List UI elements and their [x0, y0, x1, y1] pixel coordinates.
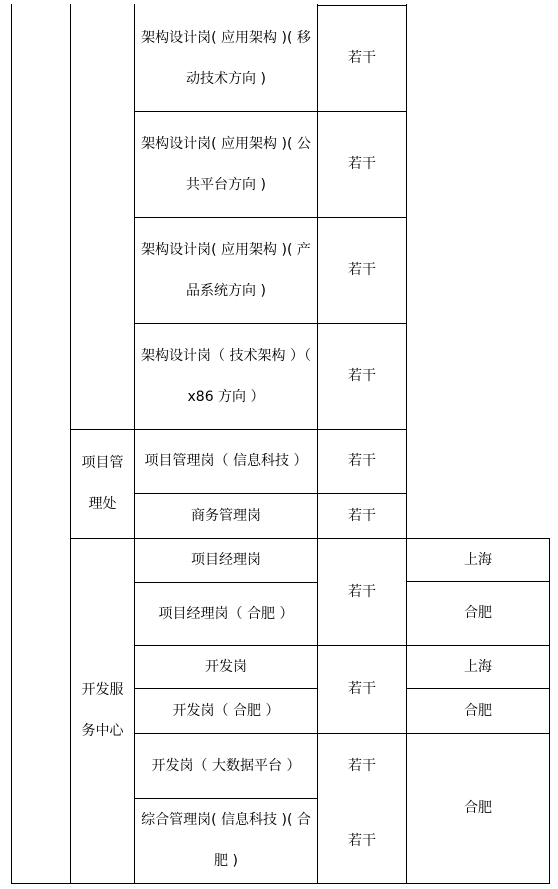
dept-label: 开发服务中心 [81, 682, 124, 739]
position-cell [135, 218, 317, 323]
grid-line [11, 883, 550, 884]
count-cell [318, 646, 406, 733]
location-cell [407, 646, 549, 688]
location-label: 上海 [464, 658, 492, 675]
position-cell [135, 430, 317, 493]
position-cell [135, 6, 317, 111]
location-label: 合肥 [464, 702, 492, 719]
position-label: 项目经理岗 [191, 552, 261, 568]
count-cell [318, 6, 406, 111]
position-cell [135, 324, 317, 429]
position-cell [135, 734, 317, 798]
position-label: 架构设计岗（ 技术架构 ）（ x86 方向 ） [141, 347, 311, 405]
grid-line [549, 538, 550, 883]
position-cell [135, 646, 317, 688]
position-label: 架构设计岗( 应用架构 )( 公共平台方向 ) [141, 135, 311, 193]
count-cell [318, 494, 406, 538]
dept-cell-dev-service [71, 539, 134, 883]
count-cell [318, 112, 406, 217]
count-label: 若干 [348, 50, 376, 66]
location-label: 合肥 [464, 800, 492, 816]
count-cell [318, 324, 406, 429]
position-label: 开发岗（ 大数据平台 ） [151, 757, 301, 774]
count-label: 若干 [348, 507, 376, 524]
position-cell [135, 112, 317, 217]
position-label: 架构设计岗( 应用架构 )( 产品系统方向 ) [141, 241, 311, 299]
count-cell [318, 734, 406, 798]
dept-cell-project-mgmt [71, 430, 134, 538]
grid-line [11, 4, 12, 883]
count-label: 若干 [348, 832, 376, 849]
position-label: 商务管理岗 [191, 507, 261, 524]
count-cell [318, 218, 406, 323]
position-cell [135, 583, 317, 645]
position-cell [135, 799, 317, 883]
location-cell [407, 734, 549, 883]
count-label: 若干 [348, 681, 376, 697]
position-cell [135, 539, 317, 582]
count-cell [318, 539, 406, 645]
dept-label: 项目管理处 [81, 455, 124, 512]
count-label: 若干 [348, 368, 376, 384]
count-label: 若干 [348, 583, 376, 600]
position-label: 项目经理岗（ 合肥 ） [158, 605, 294, 622]
location-label: 合肥 [464, 605, 492, 621]
location-cell [407, 689, 549, 733]
position-cell [135, 689, 317, 733]
position-label: 开发岗 [205, 658, 247, 675]
location-label: 上海 [464, 551, 492, 568]
location-cell [407, 582, 549, 645]
position-label: 开发岗（ 合肥 ） [172, 702, 280, 719]
count-label: 若干 [348, 262, 376, 278]
location-cell [407, 539, 549, 581]
position-label: 项目管理岗（ 信息科技 ） [144, 453, 308, 469]
position-label: 架构设计岗( 应用架构 )( 移动技术方向 ) [141, 29, 311, 87]
count-cell [318, 799, 406, 883]
position-label: 综合管理岗( 信息科技 )( 合肥 ) [141, 812, 311, 869]
count-label: 若干 [348, 757, 376, 774]
count-cell [318, 430, 406, 493]
count-label: 若干 [348, 156, 376, 172]
position-cell [135, 494, 317, 538]
count-label: 若干 [348, 453, 376, 469]
